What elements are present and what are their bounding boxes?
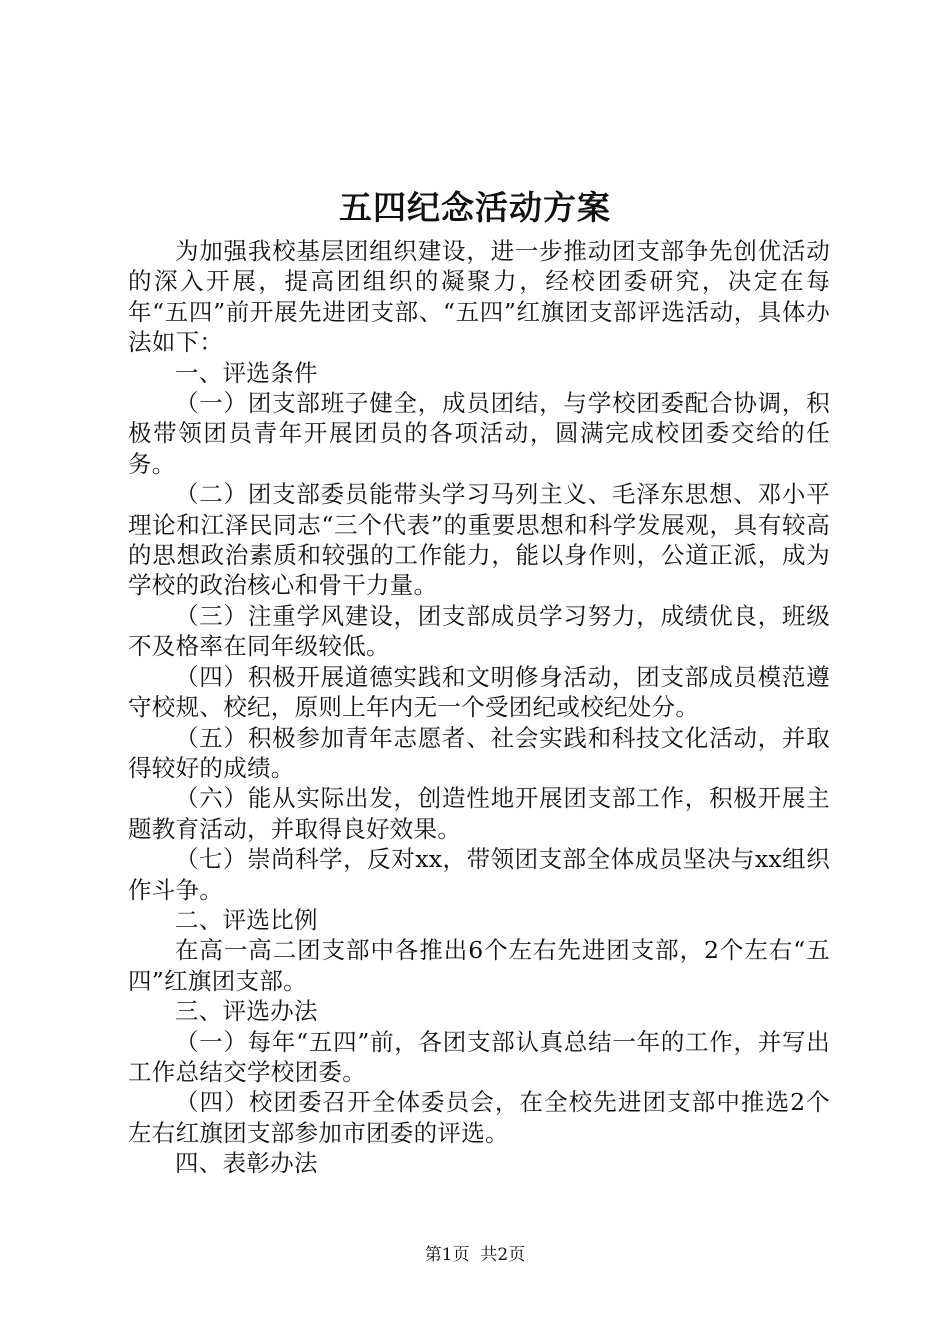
intro-paragraph: 为加强我校基层团组织建设，进一步推动团支部争先创优活动的深入开展，提高团组织的凝聚力，经校团委研究，决定在每年“五四”前开展先进团支部、“五四”红旗团支部评选活动，具体办法如下： [128,237,830,357]
document-title: 五四纪念活动方案 [339,188,611,227]
section-heading-ratio: 二、评选比例 [175,905,318,934]
section-heading-commendation: 四、表彰办法 [175,1149,318,1178]
document-body [128,236,830,1179]
section-heading-method: 三、评选办法 [175,997,318,1026]
ratio-paragraph: 在高一高二团支部中各推出6个左右先进团支部，2个左右“五四”红旗团支部。 [128,936,830,995]
criteria-item-3: （三）注重学风建设，团支部成员学习努力，成绩优良，班级不及格率在同年级较低。 [128,601,830,661]
page-footer [0,1243,950,1267]
section-heading-criteria: 一、评选条件 [175,358,318,387]
criteria-item-2: （二）团支部委员能带头学习马列主义、毛泽东思想、邓小平理论和江泽民同志“三个代表”的重要思想和科学发展观，具有较高的思想政治素质和较强的工作能力，能以身作则，公道正派，成为学校的政治核心和骨干力量。 [128,480,830,600]
criteria-item-7: （七）崇尚科学，反对xx，带领团支部全体成员坚决与xx组织作斗争。 [128,845,830,904]
page-number-current: 第1页 [424,1245,470,1265]
criteria-item-6: （六）能从实际出发，创造性地开展团支部工作，积极开展主题教育活动，并取得良好效果。 [128,784,830,843]
criteria-item-4: （四）积极开展道德实践和文明修身活动，团支部成员模范遵守校规、校纪，原则上年内无一个受团纪或校纪处分。 [128,662,830,722]
criteria-item-1: （一）团支部班子健全，成员团结，与学校团委配合协调，积极带领团员青年开展团员的各项活动，圆满完成校团委交给的任务。 [128,389,830,478]
page-number-total: 共2页 [480,1245,526,1265]
method-item-4: （四）校团委召开全体委员会，在全校先进团支部中推选2个左右红旗团支部参加市团委的评选。 [128,1088,830,1147]
criteria-item-5: （五）积极参加青年志愿者、社会实践和科技文化活动，并取得较好的成绩。 [128,723,830,782]
method-item-1: （一）每年“五四”前，各团支部认真总结一年的工作，并写出工作总结交学校团委。 [128,1027,830,1086]
